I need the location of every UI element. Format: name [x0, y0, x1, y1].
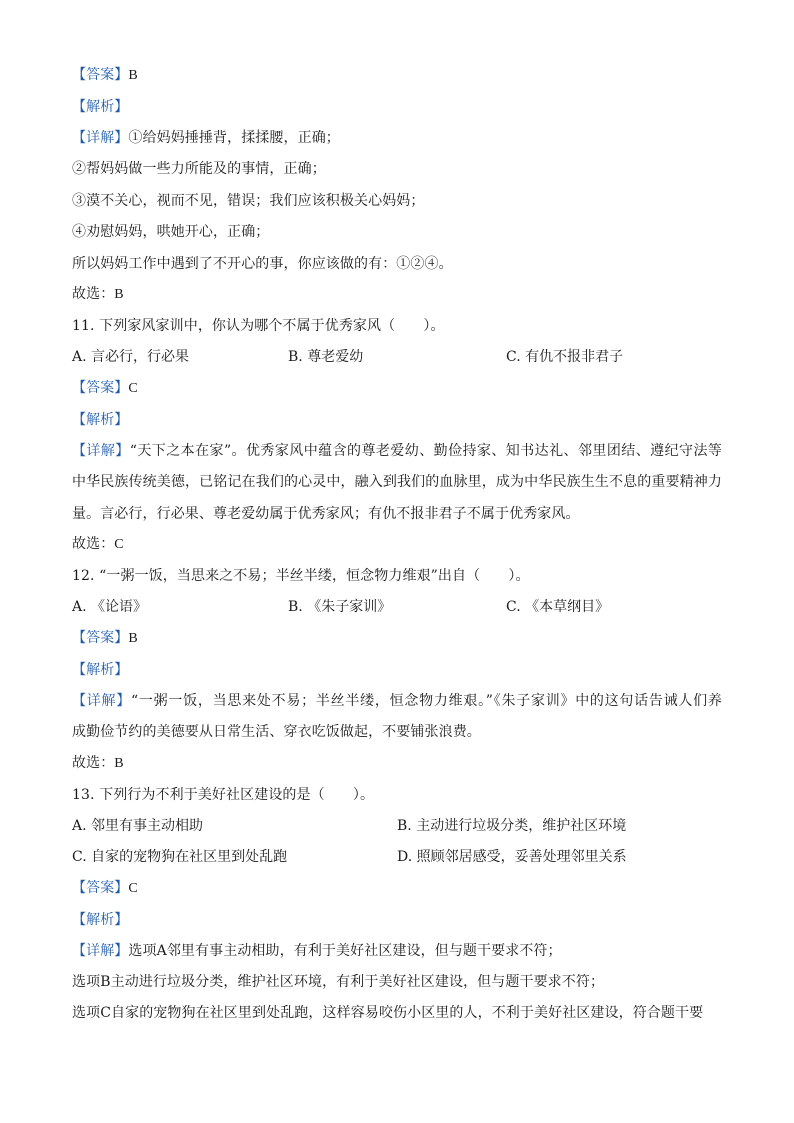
answer-line-q11: [72, 378, 138, 399]
detail-line-q13-1: [72, 941, 562, 961]
detail-line-q11-2: 中华民族传统美德，已铭记在我们的心灵中，融入到我们的血脉里，成为中华民族生生不息的重要精神力: [72, 474, 722, 490]
detail-tag: 【详解】: [72, 443, 130, 459]
detail-text: ①给妈妈捶捶背，揉揉腰，正确；: [128, 130, 340, 146]
analysis-tag-q13: [72, 910, 128, 930]
q12-option-b: B. 《朱子家训》: [288, 599, 392, 615]
detail-text: “天下之本在家”。优秀家风中蕴含的尊老爱幼、勤俭持家、知书达礼、邻里团结、遵纪守法等: [129, 443, 722, 459]
q11-option-a: A. 言必行，行必果: [72, 349, 190, 365]
detail-text: “一粥一饭，当思来处不易；半丝半缕，恒念物力维艰。”《朱子家训》中的这句话告诫人们养: [131, 693, 723, 709]
conclusion-q11: 故选：C: [72, 537, 124, 552]
analysis-tag: 【解析】: [72, 912, 129, 928]
detail-line-q11-1: [72, 441, 722, 461]
analysis-tag: 【解析】: [72, 662, 129, 678]
detail-line-q10-3: ③漠不关心，视而不见，错误；我们应该积极关心妈妈；: [72, 193, 425, 209]
detail-text: 选项A邻里有事主动相助，有利于美好社区建设，但与题干要求不符；: [128, 943, 562, 959]
question-13: 13. 下列行为不利于美好社区建设的是（ ）。: [72, 787, 375, 803]
analysis-tag-q12: [72, 660, 128, 680]
answer-tag: 【答案】: [72, 380, 129, 396]
answer-value: B: [128, 68, 138, 83]
detail-tag: 【详解】: [72, 943, 129, 959]
q13-option-d: D. 照顾邻居感受，妥善处理邻里关系: [397, 849, 627, 865]
question-12: 12. “一粥一饭，当思来之不易；半丝半缕，恒念物力维艰”出自（ ）。: [72, 568, 530, 584]
analysis-tag: 【解析】: [72, 99, 129, 115]
answer-value: B: [128, 631, 138, 646]
question-11: 11. 下列家风家训中，你认为哪个不属于优秀家风（ ）。: [72, 318, 445, 334]
q12-option-a: A. 《论语》: [72, 599, 148, 615]
q13-option-a: A. 邻里有事主动相助: [72, 818, 204, 834]
answer-line-q10: [72, 65, 138, 86]
q12-option-c: C. 《本草纲目》: [506, 599, 610, 615]
detail-line-q12-2: 成勤俭节约的美德要从日常生活、穿衣吃饭做起，不要铺张浪费。: [72, 724, 481, 740]
q11-option-b: B. 尊老爱幼: [288, 349, 364, 365]
answer-value: C: [128, 881, 138, 896]
answer-line-q13: [72, 878, 138, 899]
detail-line-q13-3: 选项C自家的宠物狗在社区里到处乱跑，这样容易咬伤小区里的人，不利于美好社区建设，符合题干要: [72, 1005, 704, 1021]
detail-line-q10-1: [72, 128, 340, 148]
q13-option-c: C. 自家的宠物狗在社区里到处乱跑: [72, 849, 288, 865]
analysis-tag-q10: [72, 97, 128, 117]
detail-line-q12-1: [72, 691, 722, 711]
detail-line-q10-2: ②帮妈妈做一些力所能及的事情，正确；: [72, 161, 326, 177]
detail-line-q10-4: ④劝慰妈妈，哄她开心，正确；: [72, 224, 270, 240]
detail-line-q11-3: 量。言必行，行必果、尊老爱幼属于优秀家风；有仇不报非君子不属于优秀家风。: [72, 506, 580, 522]
answer-tag: 【答案】: [72, 880, 129, 896]
answer-line-q12: [72, 628, 138, 649]
detail-tag: 【详解】: [72, 693, 131, 709]
detail-tag: 【详解】: [72, 130, 129, 146]
conclusion-q10: 故选：B: [72, 287, 124, 302]
analysis-tag: 【解析】: [72, 412, 129, 428]
analysis-tag-q11: [72, 410, 128, 430]
q11-option-c: C. 有仇不报非君子: [506, 349, 624, 365]
answer-tag: 【答案】: [72, 630, 129, 646]
q13-option-b: B. 主动进行垃圾分类，维护社区环境: [397, 818, 627, 834]
answer-tag: 【答案】: [72, 67, 129, 83]
detail-line-q13-2: 选项B主动进行垃圾分类，维护社区环境，有利于美好社区建设，但与题干要求不符；: [72, 974, 605, 990]
detail-line-q10-5: 所以妈妈工作中遇到了不开心的事，你应该做的有：①②④。: [72, 256, 453, 272]
answer-value: C: [128, 381, 138, 396]
conclusion-q12: 故选：B: [72, 756, 124, 771]
